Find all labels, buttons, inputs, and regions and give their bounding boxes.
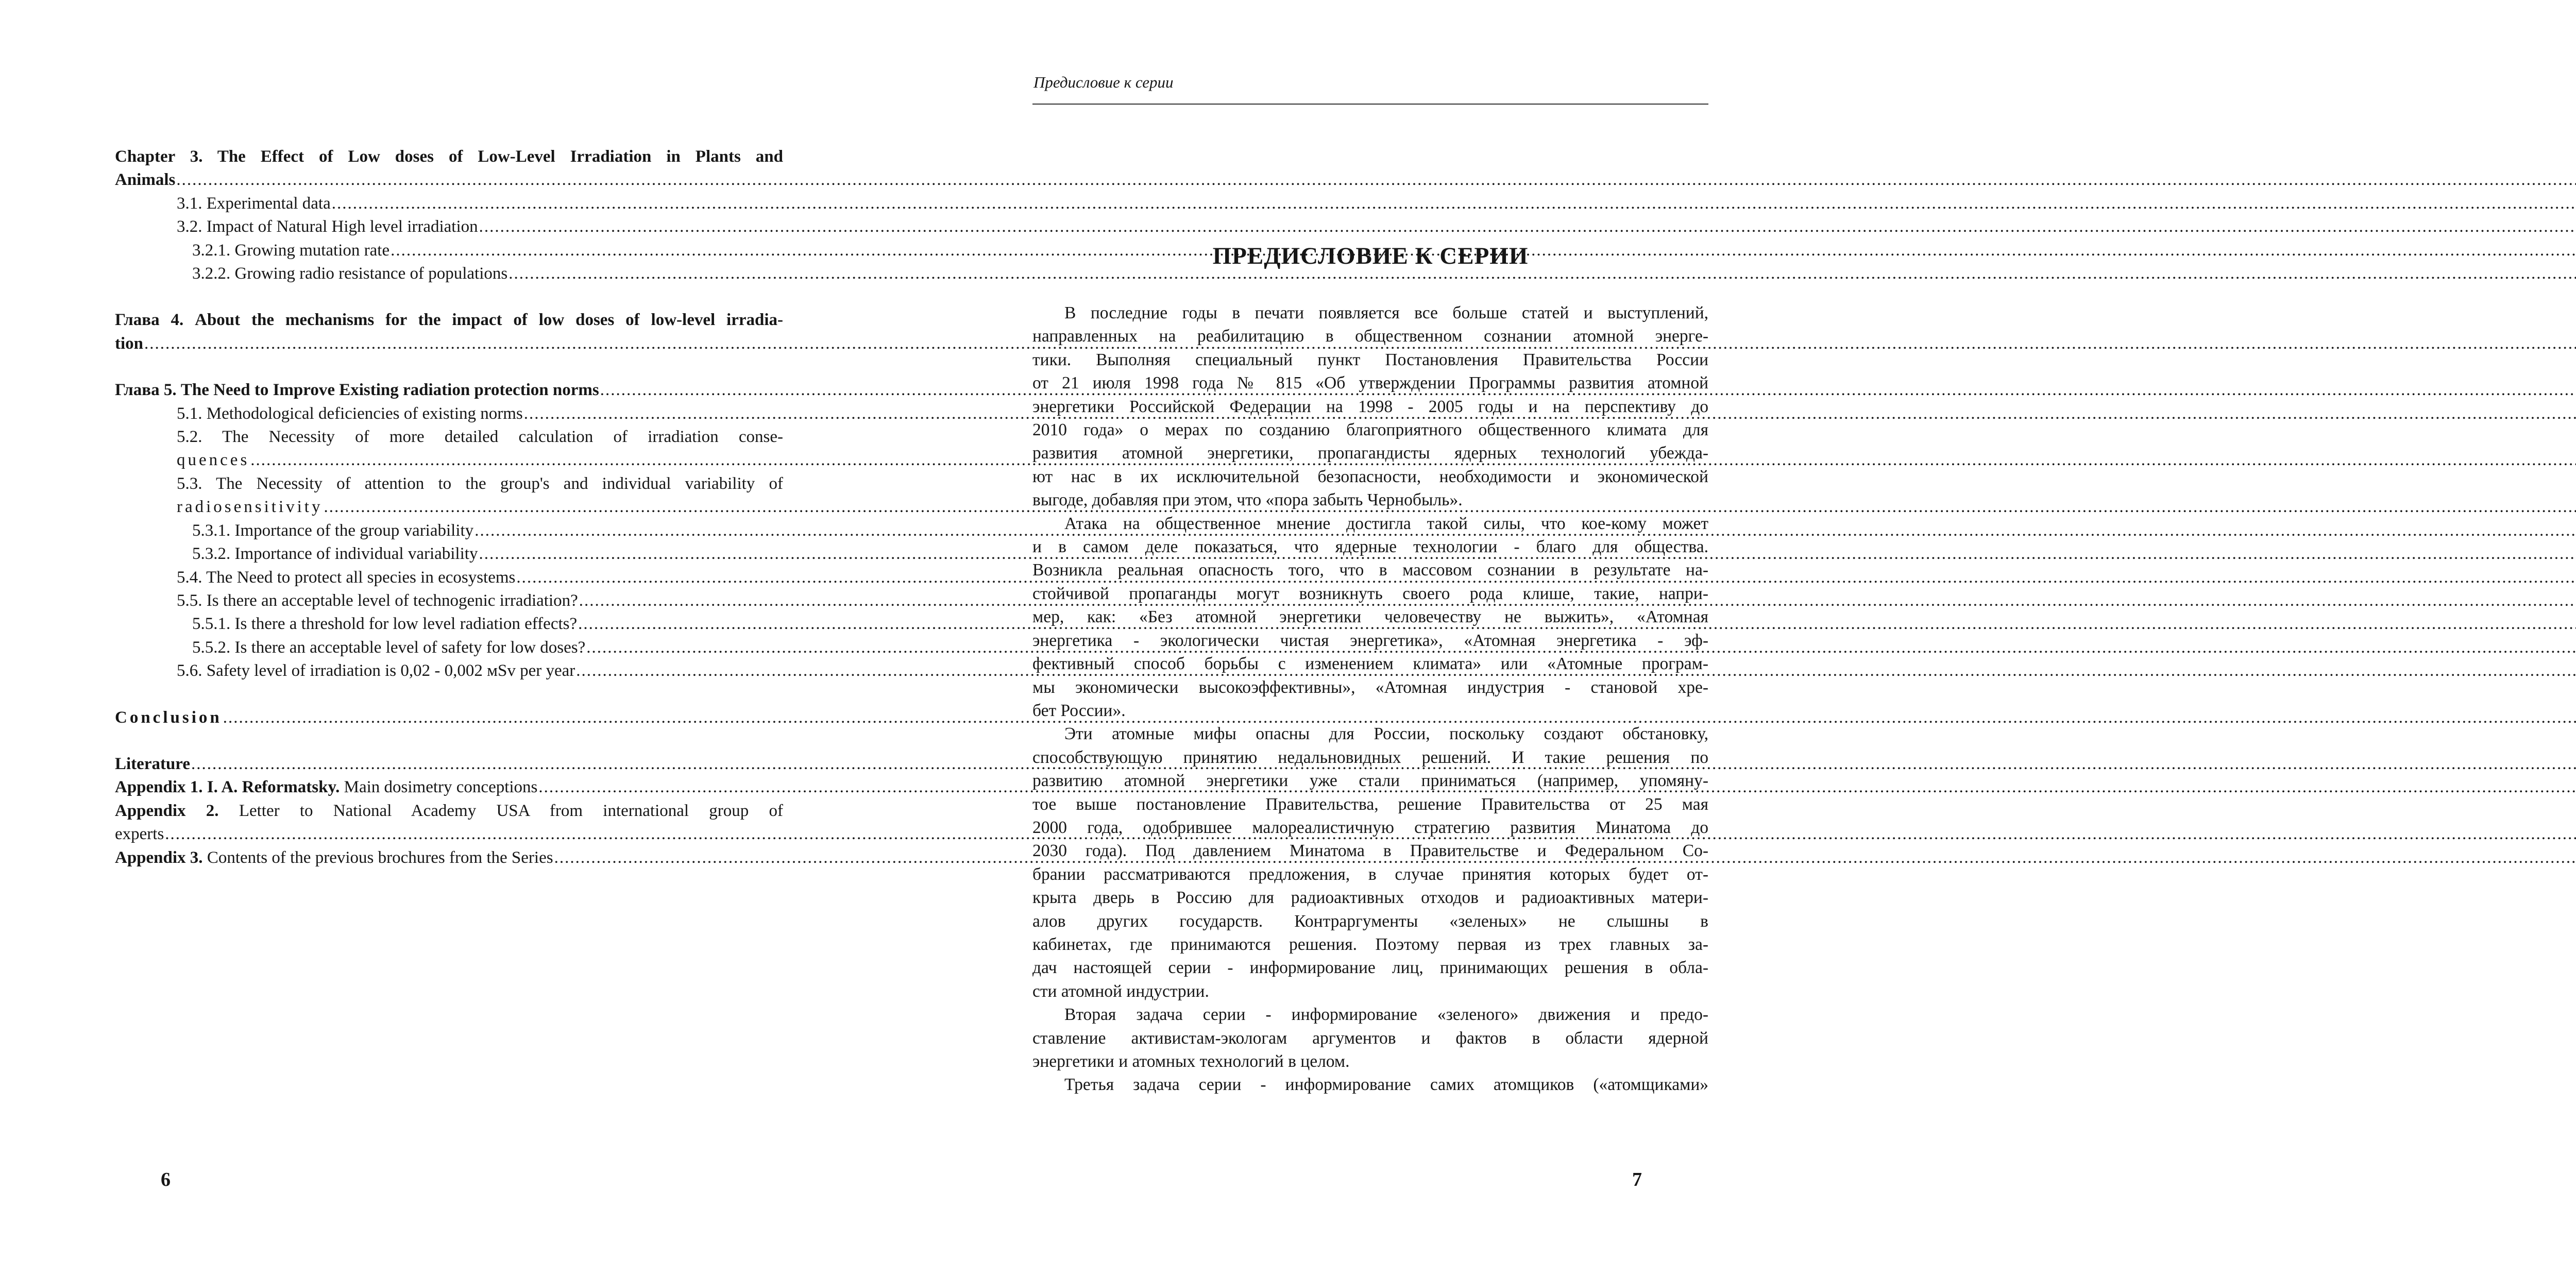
toc-entry-label: 5.3.1. Importance of the group variability: [192, 521, 474, 540]
paragraph-line: мер, как: «Без атомной энергетики человечеству не выжить», «Атомная: [1032, 607, 1708, 627]
toc-entry[interactable]: [115, 496, 783, 519]
paragraph-line: кабинетах, где принимаются решения. Поэтому первая из трех главных за-: [1032, 934, 1708, 954]
toc-entry-text: Глава 4. About the mechanisms for the impact of low doses of low-level irradia-: [115, 311, 783, 330]
toc-entry[interactable]: [115, 659, 783, 683]
paragraph-line: тики. Выполняя специальный пункт Постановления Правительства России: [1032, 350, 1708, 369]
paragraph-line: Третья задача серии - информирование самих атомщиков («атомщиками»: [1064, 1075, 1708, 1095]
preface-title: ПРЕДИСЛОВИЕ К СЕРИИ: [1212, 243, 1529, 269]
toc-entry[interactable]: [115, 706, 783, 729]
preface-paragraph: [1032, 301, 1708, 512]
toc-entry-label: 3.2. Impact of Natural High level irradiation: [177, 217, 478, 236]
paragraph-line: от 21 июля 1998 года № 815 «Об утверждении Программы развития атомной: [1032, 373, 1708, 393]
toc-entry-lead: Appendix 2.: [115, 801, 219, 820]
toc-entry-line[interactable]: [115, 472, 783, 496]
paragraph-line: направленных на реабилитацию в общественном сознании атомной энерге-: [1032, 327, 1708, 346]
toc-entry-text: [115, 846, 553, 870]
toc-entry-label: Глава 5. The Need to Improve Existing radiation protection norms: [115, 381, 599, 400]
toc-entry[interactable]: [115, 519, 783, 542]
toc-entry-label: 3.2.2. Growing radio resistance of populations: [192, 264, 508, 283]
paragraph-line: В последние годы в печати появляется все больше статей и выступлений,: [1064, 303, 1708, 322]
paragraph-line: брании рассматриваются предложения, в случае принятия которых будет от-: [1032, 864, 1708, 884]
toc-entry-label: 5.5.2. Is there an acceptable level of safety for low doses?: [192, 638, 586, 657]
paragraph-line: энергетики Российской Федерации на 1998 - 2005 годы и на перспективу до: [1032, 397, 1708, 416]
toc-entry-label: 5.6. Safety level of irradiation is 0,02 - 0,002 мSv per year: [177, 661, 575, 680]
toc-entry-text: [115, 379, 599, 402]
paragraph-line: ставление активистам-экологам аргументов и фактов в области ядерной: [1032, 1028, 1708, 1048]
running-head: Предисловие к серии: [1033, 73, 1174, 91]
toc-entry[interactable]: [115, 846, 783, 870]
toc-entry-text: [177, 192, 331, 215]
toc-entry-text: [192, 239, 389, 262]
toc-entry-label: 3.1. Experimental data: [177, 194, 331, 213]
paragraph-line: энергетика - экологически чистая энергетика», «Атомная энергетика - эф-: [1032, 631, 1708, 650]
paragraph-line: способствующую принятию недальновидных решений. И такие решения по: [1032, 747, 1708, 767]
toc-entry-text: Animals: [115, 171, 176, 190]
toc-entry-text: [192, 262, 507, 285]
toc-entry[interactable]: [115, 262, 783, 285]
toc-entry-lead: Appendix 1. I. A. Reformatsky.: [115, 778, 340, 797]
toc-entry-text: 5.3. The Necessity of attention to the group's and individual variability of: [177, 474, 783, 493]
toc-entry-label: 5.3.2. Importance of individual variability: [192, 544, 478, 564]
paragraph-line: алов других государств. Контраргументы «зеленых» не слышны в: [1032, 911, 1708, 931]
toc-entry-text: [192, 636, 585, 659]
toc-entry[interactable]: [115, 566, 783, 589]
toc-entry-text: tion: [115, 334, 144, 353]
toc-entry-text: radiosensitivity: [177, 498, 323, 517]
preface-body: [1032, 301, 1708, 1097]
toc-entry-text: [177, 589, 578, 612]
toc-entry-line[interactable]: [115, 145, 783, 168]
paragraph-line: Эти атомные мифы опасны для России, поскольку создают обстановку,: [1064, 724, 1708, 744]
toc-entry-text: [192, 612, 577, 636]
left-page: [0, 0, 904, 1277]
paragraph-line: крыта дверь в Россию для радиоактивных отходов и радиоактивных матери-: [1032, 888, 1708, 908]
toc-entry-label: Literature: [115, 754, 191, 773]
paragraph-line: развитию атомной энергетики уже стали приниматься (например, упомяну-: [1032, 771, 1708, 791]
paragraph-line: ют нас в их исключительной безопасности, необходимости и экономической: [1032, 467, 1708, 486]
toc-entry-text: [115, 776, 537, 799]
toc-entry[interactable]: [115, 776, 783, 799]
toc-entry-text: Chapter 3. The Effect of Low doses of Low-Level Irradiation in Plants and: [115, 147, 783, 166]
toc-entry-text: [177, 566, 515, 589]
toc-entry[interactable]: [115, 823, 783, 846]
paragraph-line: бет России».: [1032, 701, 1126, 720]
toc-entry[interactable]: [115, 449, 783, 472]
preface-paragraph: [1032, 512, 1708, 723]
toc-entry-label: 5.1. Methodological deficiencies of existing norms: [177, 404, 523, 423]
toc-entry-text: Letter to National Academy USA from international group of: [239, 801, 784, 820]
toc-entry-text: [177, 215, 478, 239]
left-page-number: 6: [161, 1169, 171, 1190]
paragraph-line: и в самом деле показаться, что ядерные технологии - благо для общества.: [1032, 537, 1708, 557]
toc-gap: [115, 683, 783, 706]
toc-entry-line[interactable]: [115, 799, 783, 823]
toc-entry-label: Main dosimetry conceptions: [344, 778, 538, 797]
paragraph-line: развития атомной энергетики, пропагандисты ядерных технологий убежда-: [1032, 444, 1708, 463]
toc-entry-text: [177, 402, 523, 425]
toc-entry-text: experts: [115, 825, 164, 844]
toc-entry-label: 5.4. The Need to protect all species in ecosystems: [177, 568, 516, 587]
toc-gap: [115, 729, 783, 753]
toc-entry[interactable]: [115, 753, 783, 776]
toc-entry-text: [192, 542, 478, 566]
toc-entry[interactable]: [115, 612, 783, 636]
toc-entry-text: [115, 706, 222, 729]
paragraph-line: Вторая задача серии - информирование «зеленого» движения и предо-: [1064, 1005, 1708, 1025]
toc-entry[interactable]: [115, 215, 783, 239]
paragraph-line: дач настоящей серии - информирование лиц, принимающих решения в обла-: [1032, 958, 1708, 978]
paragraph-line: 2010 года» о мерах по созданию благоприятного общественного климата для: [1032, 420, 1708, 440]
toc-entry-lead: Appendix 3.: [115, 848, 203, 867]
right-page-number: 7: [1632, 1169, 1642, 1190]
toc-entry[interactable]: [115, 332, 783, 355]
toc-entry[interactable]: [115, 192, 783, 215]
header-rule: [1032, 104, 1708, 105]
toc-entry-label: Conclusion: [115, 708, 222, 727]
toc-entry-label: 3.2.1. Growing mutation rate: [192, 241, 390, 260]
paragraph-line: 2000 года, одобрившее малореалистичную стратегию развития Минатома до: [1032, 818, 1708, 837]
paragraph-line: фективный способ борьбы с изменением климата» или «Атомные програм-: [1032, 654, 1708, 674]
toc-entry[interactable]: [115, 168, 783, 192]
toc-entry[interactable]: [115, 239, 783, 262]
right-page: [904, 0, 1807, 1277]
toc-entry-line[interactable]: [115, 425, 783, 449]
toc-entry[interactable]: [115, 636, 783, 659]
paragraph-line: тое выше постановление Правительства, решение Правительства от 25 мая: [1032, 794, 1708, 814]
preface-paragraph: [1032, 722, 1708, 1003]
paragraph-line: выгоде, добавляя при этом, что «пора забыть Чернобыль».: [1032, 490, 1463, 510]
toc-entry-text: [192, 519, 473, 542]
toc-entry-text: quences: [177, 451, 250, 470]
toc-entry-text: 5.2. The Necessity of more detailed calculation of irradiation conse-: [177, 428, 783, 447]
toc-entry[interactable]: [115, 589, 783, 612]
paragraph-line: энергетики и атомных технологий в целом.: [1032, 1052, 1350, 1071]
paragraph-line: сти атомной индустрии.: [1032, 981, 1209, 1001]
paragraph-line: стойчивой пропаганды могут возникнуть своего рода клише, такие, напри-: [1032, 584, 1708, 603]
paragraph-line: Атака на общественное мнение достигла такой силы, что кое-кому может: [1064, 514, 1708, 533]
toc-entry-label: Contents of the previous brochures from the Series: [207, 848, 553, 867]
preface-paragraph: [1032, 1003, 1708, 1073]
paragraph-line: мы экономически высокоэффективны», «Атомная индустрия - становой хре-: [1032, 677, 1708, 697]
toc-entry-text: [115, 753, 190, 776]
toc-entry-text: [177, 659, 575, 683]
preface-paragraph: [1032, 1073, 1708, 1096]
paragraph-line: 2030 года). Под давлением Минатома в Правительстве и Федеральном Со-: [1032, 841, 1708, 861]
toc-entry-label: 5.5. Is there an acceptable level of technogenic irradiation?: [177, 591, 578, 610]
toc-entry[interactable]: [115, 402, 783, 425]
toc-entry[interactable]: [115, 542, 783, 566]
paragraph-line: Возникла реальная опасность того, что в массовом сознании в результате на-: [1032, 560, 1708, 580]
toc-entry-label: 5.5.1. Is there a threshold for low level radiation effects?: [192, 615, 578, 634]
table-of-contents: [115, 145, 783, 870]
toc-gap: [115, 285, 783, 309]
toc-entry-line[interactable]: [115, 309, 783, 332]
toc-gap: [115, 355, 783, 379]
toc-entry[interactable]: [115, 379, 783, 402]
